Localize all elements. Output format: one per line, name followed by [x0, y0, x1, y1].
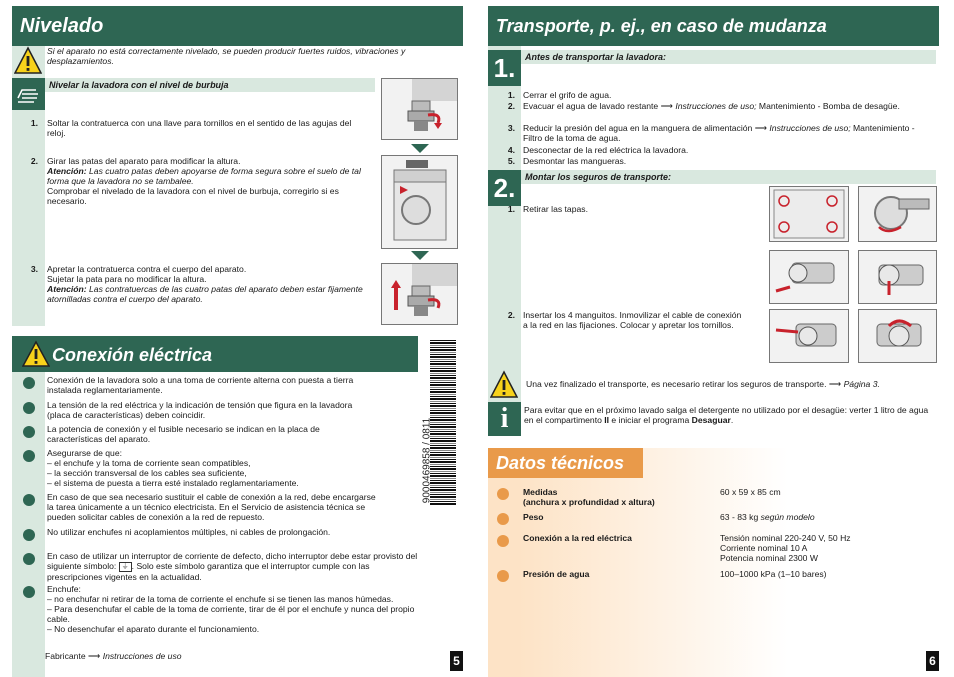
transporte-step-number: 5. [507, 156, 515, 166]
nivelado-header [12, 6, 463, 46]
transporte-header [488, 6, 939, 46]
bullet-dot [23, 529, 35, 541]
transporte-step-number: 1. [507, 90, 515, 100]
leveling-foot-illustration-1 [381, 78, 458, 140]
bolt-removal-illustration-1 [769, 250, 849, 304]
info-icon: i [488, 402, 521, 436]
datos-header [488, 448, 643, 478]
datos-title: Datos técnicos [496, 453, 625, 473]
bullet-dot [23, 553, 35, 565]
rcd-symbol-icon: ⏚ [119, 562, 132, 572]
hand-pointer-icon [12, 78, 45, 110]
nivelado-step-text: Apretar la contratuerca contra el cuerpo del aparato. Sujetar la pata para no modificar la altura. Atención: Las contratuercas de las cuatro patas del aparato deben estar fijamente atornilladas contra el cuerpo del aparato. [47, 264, 363, 304]
nivelado-subheading: Nivelar la lavadora con el nivel de burbuja [45, 78, 375, 92]
transport-info-note: Para evitar que en el próximo lavado salga el detergente no utilizado por el desagüe: verter 1 litro de agua en el compartimento II e iniciar el programa Desaguar. [524, 405, 929, 425]
transport-warning-note: Una vez finalizado el transporte, es necesario retirar los seguros de transporte. ⟶ Página 3. [526, 379, 880, 389]
bullet-dot [497, 570, 509, 582]
nivelado-step-text: Girar las patas del aparato para modificar la altura. Atención: Las cuatro patas deben apoyarse de forma segura sobre el suelo de tal forma que la lavadora no se tambalee. Comprobar el nivelado de la lavadora con el nivel de burbuja, corregirlo si es necesario. [47, 156, 361, 206]
page-number-right: 6 [926, 651, 939, 671]
transporte-step-text: Desmontar las mangueras. [523, 156, 627, 166]
electrica-item: Conexión de la lavadora solo a una toma de corriente alterna con puesta a tierra instalada reglamentariamente. [47, 375, 354, 395]
rear-panel-illustration [769, 186, 849, 242]
barcode-text: 9000469858 / 0811 [421, 417, 433, 504]
arrow-down-icon [411, 251, 429, 260]
transporte-step-text: Cerrar el grifo de agua. [523, 90, 612, 100]
electrica-item: Asegurarse de que: – el enchufe y la toma de corriente sean compatibles, – la sección transversal de los cables sea suficiente, – el sistema de puesta a tierra esté instalado reglamentariamente. [47, 448, 299, 488]
warning-icon [14, 46, 42, 76]
transporte-step-number: 3. [507, 123, 515, 133]
bullet-dot [497, 535, 509, 547]
transporte-step-text: Desconectar de la red eléctrica la lavadora. [523, 145, 689, 155]
bullet-dot [23, 494, 35, 506]
leveling-machine-illustration [381, 155, 458, 249]
electrica-item: La tensión de la red eléctrica y la indicación de tensión que figura en la lavadora (placa de características) deben coincidir. [47, 400, 353, 420]
step-block-number: 2. [488, 170, 521, 206]
electrica-item: En caso de que sea necesario sustituir el cable de conexión a la red, debe encargarse la tarea únicamente a un técnico electricista. En el Servicio de asistencia técnica se pueden solicitar cables de conexión a la red de repuesto. [47, 492, 376, 522]
transporte-step-number: 1. [507, 204, 515, 214]
warning-icon [22, 340, 50, 368]
sleeve-insert-illustration-2 [858, 309, 937, 363]
barcode [430, 340, 456, 506]
datos-value: 100–1000 kPa (1–10 bares) [720, 569, 827, 579]
electrica-item: Enchufe: – no enchufar ni retirar de la toma de corriente el enchufe si se tienen las manos húmedas. – Para desenchufar el cable de la toma de corriente, tirar de él por el enchufe y nunca del propio cable. – No desenchufar el aparato durante el funcionamiento. [47, 584, 415, 634]
step-block-number: 1. [488, 50, 521, 86]
datos-label: Presión de agua [523, 569, 590, 579]
datos-label: Medidas (anchura x profundidad x altura) [523, 487, 655, 507]
transporte-step-number: 4. [507, 145, 515, 155]
transporte-step-text: Evacuar el agua de lavado restante ⟶ Instrucciones de uso; Mantenimiento - Bomba de desagüe. [523, 101, 900, 111]
electrica-item: La potencia de conexión y el fusible necesario se indican en la placa de características del aparato. [47, 424, 320, 444]
bullet-dot [497, 488, 509, 500]
transporte-step-number: 2. [507, 310, 515, 320]
transporte-step-text: Insertar los 4 manguitos. Inmovilizar el cable de conexión a la red en las fijaciones. Colocar y apretar los tornillos. [523, 310, 742, 330]
transporte-title: Transporte, p. ej., en caso de mudanza [496, 16, 827, 36]
sleeve-insert-illustration-1 [769, 309, 849, 363]
warning-icon [490, 370, 518, 400]
electrica-title: Conexión eléctrica [52, 345, 213, 365]
bullet-dot [23, 586, 35, 598]
datos-label: Peso [523, 512, 544, 522]
leveling-foot-illustration-2 [381, 263, 458, 325]
bullet-dot [23, 450, 35, 462]
bullet-dot [23, 426, 35, 438]
page-number-left: 5 [450, 651, 463, 671]
datos-label: Conexión a la red eléctrica [523, 533, 632, 543]
nivelado-step-number: 3. [30, 264, 38, 274]
transporte-subheading: Montar los seguros de transporte: [521, 170, 936, 184]
arrow-down-icon [411, 144, 429, 153]
nivelado-step-number: 1. [30, 118, 38, 128]
bolt-removal-illustration-2 [858, 250, 937, 304]
transporte-step-number: 2. [507, 101, 515, 111]
datos-value: Tensión nominal 220-240 V, 50 Hz Corriente nominal 10 A Potencia nominal 2300 W [720, 533, 851, 563]
bullet-dot [23, 377, 35, 389]
nivelado-warning-text: Si el aparato no está correctamente nivelado, se pueden producir fuertes ruidos, vibraciones y desplazamientos. [47, 46, 406, 66]
electrica-item: No utilizar enchufes ni acoplamientos múltiples, ni cables de prolongación. [47, 527, 331, 537]
datos-value: 60 x 59 x 85 cm [720, 487, 781, 497]
electrica-item: En caso de utilizar un interruptor de corriente de defecto, dicho interruptor debe estar provisto del siguiente símbolo: ⏚ . Solo este símbolo garantiza que el interruptor cumple con las prescripciones vigentes en la actualidad. [47, 551, 418, 582]
cover-removal-illustration [858, 186, 937, 242]
electrica-header [12, 336, 418, 372]
electrica-side-strip [12, 372, 45, 677]
electrica-footer: Fabricante ⟶ Instrucciones de uso [45, 651, 182, 661]
bullet-dot [23, 402, 35, 414]
nivelado-step-number: 2. [30, 156, 38, 166]
datos-value: 63 - 83 kg según modelo [720, 512, 815, 522]
nivelado-title: Nivelado [20, 15, 104, 37]
transporte-subheading: Antes de transportar la lavadora: [521, 50, 936, 64]
transporte-step-text: Retirar las tapas. [523, 204, 588, 214]
nivelado-step-text: Soltar la contratuerca con una llave para tornillos en el sentido de las agujas del reloj. [47, 118, 352, 138]
transporte-step-text: Reducir la presión del agua en la manguera de alimentación ⟶ Instrucciones de uso; Mantenimiento - Filtro de la toma de agua. [523, 123, 915, 143]
bullet-dot [497, 513, 509, 525]
